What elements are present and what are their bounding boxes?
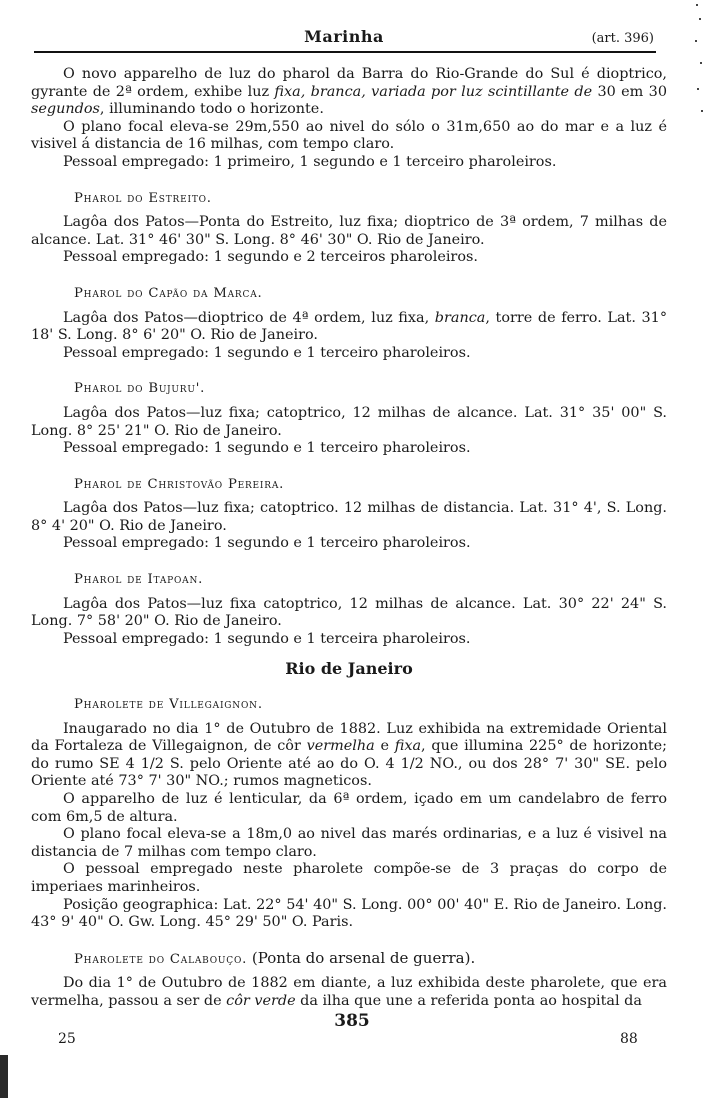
scan-speckles: [694, 0, 704, 120]
paragraph: Lagôa dos Patos—luz fixa; catoptrico, 12 milhas de alcance. Lat. 31° 35' 00" S. Long. 8° 25' 21" O. Rio de Janeiro.: [31, 404, 667, 439]
italic-run: branca: [434, 309, 486, 326]
paragraph: O plano focal eleva-se a 18m,0 ao nivel das marés ordinarias, e a luz é visivel na distancia de 7 milhas com tempo claro.: [31, 826, 667, 860]
text-run: Lagôa dos Patos—dioptrico de 4ª ordem, luz fixa,: [63, 309, 435, 326]
article-reference: (art. 396): [591, 31, 654, 46]
paragraph: [31, 721, 667, 791]
paragraph: Pessoal empregado: 1 segundo e 2 terceiros pharoleiros.: [63, 249, 478, 266]
heading-subtitle: (Ponta do arsenal de guerra).: [247, 948, 476, 967]
text-run: da ilha que une a referida ponta ao hospital da: [295, 992, 642, 1009]
paragraph: [31, 975, 667, 1010]
text-run: , illuminando todo o horizonte.: [99, 101, 324, 118]
text-run: Inaugarado no dia 1° de Outubro de 1882. Luz exhibida na extremidade Oriental da Fortaleza de Villegaignon, de côr: [31, 720, 667, 755]
heading-name: Pharolete do Calabouço.: [74, 951, 248, 967]
italic-run: côr verde: [226, 992, 296, 1009]
text-run: , que illumina 225° de horizonte; do rumo SE 4 1/2 S. pelo Oriente até ao do O. 4 1/2 NO., ou dos 28° 7' 30" SE. pelo Oriente até 73° 7' 30" NO.; rumos magneticos.: [31, 738, 667, 790]
paragraph: Pessoal empregado: 1 primeiro, 1 segundo e 1 terceiro pharoleiros.: [63, 153, 557, 170]
text-run: 30 em 30: [592, 83, 667, 100]
paragraph: [31, 66, 667, 119]
lighthouse-heading: Pharol do Estreito.: [74, 190, 212, 206]
lighthouse-heading: Pharolete de Villegaignon.: [74, 697, 263, 713]
paragraph: Lagôa dos Patos—Ponta do Estreito, luz fixa; dioptrico de 3ª ordem, 7 milhas de alcance. Lat. 31° 46' 30" S. Long. 8° 46' 30" O. Rio de Janeiro.: [31, 214, 667, 248]
paragraph: Posição geographica: Lat. 22° 54' 40" S. Long. 00° 00' 40" E. Rio de Janeiro. Long. 43° 9' 40" O. Gw. Long. 45° 29' 50" O. Paris.: [31, 896, 667, 931]
lighthouse-heading: [74, 950, 667, 969]
footer-signature-right: 88: [620, 1031, 638, 1047]
page-body: [31, 66, 667, 1011]
lighthouse-heading: Pharol de Christovão Pereira.: [74, 476, 285, 492]
footer-signature-left: 25: [58, 1031, 76, 1047]
paragraph: O plano focal eleva-se 29m,550 ao nivel do sólo o 31m,650 ao do mar e a luz é visivel á distancia de 16 milhas, com tempo claro.: [31, 118, 667, 153]
italic-run: segundos: [31, 101, 100, 118]
paragraph: O pessoal empregado neste pharolete compõe-se de 3 praças do corpo de imperiaes marinheiros.: [31, 861, 667, 895]
page-number: 385: [334, 1011, 370, 1031]
paragraph: Lagôa dos Patos—luz fixa catoptrico, 12 milhas de alcance. Lat. 30° 22' 24" S. Long. 7° 58' 20" O. Rio de Janeiro.: [31, 595, 667, 630]
paragraph: Pessoal empregado: 1 segundo e 1 terceiro pharoleiros.: [63, 344, 471, 361]
page-header: [34, 28, 654, 50]
paragraph: Lagôa dos Patos—luz fixa; catoptrico. 12 milhas de distancia. Lat. 31° 4', S. Long. 8° 4' 20" O. Rio de Janeiro.: [31, 500, 667, 534]
scan-edge-mark: [0, 1055, 8, 1098]
paragraph: Pessoal empregado: 1 segundo e 1 terceiro pharoleiros.: [63, 440, 471, 457]
text-run: , torre de ferro. Lat. 31° 18' S. Long. 8° 6' 20" O. Rio de Janeiro.: [31, 309, 668, 344]
italic-run: fixa: [394, 738, 422, 755]
header-rule: [34, 51, 656, 53]
paragraph: [31, 310, 667, 345]
running-title: Marinha: [304, 27, 384, 46]
italic-run: fixa, branca, variada por luz scintillante de: [274, 83, 593, 100]
paragraph: O apparelho de luz é lenticular, da 6ª ordem, içado em um candelabro de ferro com 6m,5 de altura.: [31, 791, 667, 825]
lighthouse-heading: Pharol do Capão da Marca.: [74, 285, 263, 301]
italic-run: vermelha: [306, 738, 375, 755]
text-run: Do dia 1° de Outubro de 1882 em diante, a luz exhibida deste pharolete, que era vermelha, passou a ser de: [31, 975, 667, 1009]
text-run: O novo apparelho de luz do pharol da Barra do Rio-Grande do Sul é dioptrico, gyrante de 2ª ordem, exhibe luz: [31, 66, 667, 100]
paragraph: Pessoal empregado: 1 segundo e 1 terceiro pharoleiros.: [63, 535, 471, 552]
lighthouse-heading: Pharol de Itapoan.: [74, 572, 204, 588]
text-run: e: [374, 738, 395, 755]
lighthouse-heading: Pharol do Bujuru'.: [74, 381, 206, 397]
section-title: Rio de Janeiro: [285, 659, 413, 679]
paragraph: Pessoal empregado: 1 segundo e 1 terceira pharoleiros.: [63, 630, 471, 647]
